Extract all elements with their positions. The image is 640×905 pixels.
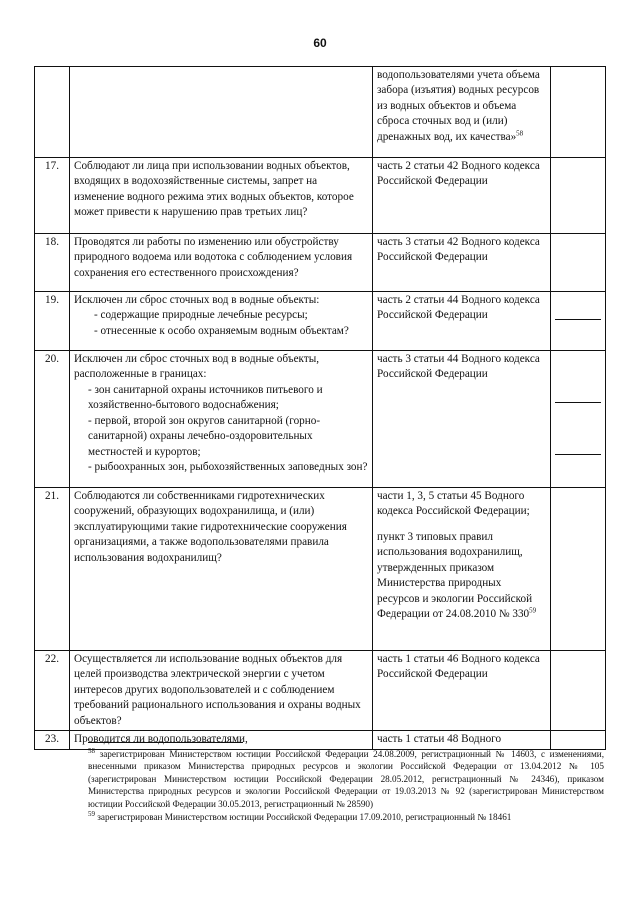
question-subitem: - содержащие природные лечебные ресурсы; xyxy=(94,309,308,322)
footnote-text: зарегистрирован Министерством юстиции Российской Федерации 17.09.2010, регистрационный № 18461 xyxy=(97,812,512,823)
table-row xyxy=(35,234,606,292)
footnote xyxy=(88,811,604,823)
footnote-ref: 58 xyxy=(516,129,524,138)
table-row xyxy=(35,351,606,488)
table-row xyxy=(35,731,606,749)
check-box[interactable] xyxy=(555,403,601,455)
row-number: 17. xyxy=(35,158,70,234)
page-number: 60 xyxy=(313,36,327,50)
table-row xyxy=(35,67,606,158)
row-number: 21. xyxy=(35,488,70,651)
row-check-cell[interactable] xyxy=(551,731,606,749)
row-check-cell[interactable] xyxy=(551,351,606,488)
check-box[interactable] xyxy=(555,352,601,403)
row-number: 18. xyxy=(35,234,70,292)
row-check-cell[interactable] xyxy=(551,488,606,651)
row-reference: часть 2 статьи 42 Водного кодекса Российской Федерации xyxy=(373,158,551,234)
table-row xyxy=(35,488,606,651)
footnotes xyxy=(88,748,604,825)
row-question xyxy=(70,67,373,158)
footnote-text: зарегистрирован Министерством юстиции Российской Федерации 24.08.2009, регистрационный № 14603, с изменениями, внесенными приказом Министерства природных ресурсов и экологии Российской Федерации от 13.04.2012 № 105 (зарегистрирован Министерством юстиции Российской Федерации 28.05.2012, регистрационный № 24346), приказом Министерства природных ресурсов и экологии Российской Федерации от 19.03.2013 № 92 (зарегистрирован Министерством юстиции Российской Федерации 30.05.2013, регистрационный № 28590) xyxy=(88,749,605,809)
row-reference xyxy=(373,67,551,158)
row-number: 22. xyxy=(35,651,70,731)
question-text: Исключен ли сброс сточных вод в водные объекты, расположенные в границах: xyxy=(74,353,320,381)
check-box[interactable] xyxy=(555,455,601,486)
row-number xyxy=(35,67,70,158)
row-question: Соблюдают ли лица при использовании водных объектов, входящих в водохозяйственные системы, запрет на изменение водного режима этих водных объектов, которое может привести к нарушению прав третьих лиц? xyxy=(70,158,373,234)
table-row xyxy=(35,158,606,234)
footnote-ref: 59 xyxy=(529,606,537,615)
question-subitem: - зон санитарной охраны источников питьевого и хозяйственно-бытового водоснабжения; xyxy=(88,383,323,412)
row-reference: часть 2 статьи 44 Водного кодекса Российской Федерации xyxy=(373,292,551,351)
row-reference: часть 1 статьи 46 Водного кодекса Российской Федерации xyxy=(373,651,551,731)
row-reference: часть 3 статьи 42 Водного кодекса Российской Федерации xyxy=(373,234,551,292)
reference-text: пункт 3 типовых правил использования водохранилищ, утвержденных приказом Министерства природных ресурсов и экологии Российской Федерации от 24.08.2010 № $330^{59}$ xyxy=(377,530,537,621)
footnote-divider xyxy=(88,742,243,743)
row-question: Проводятся ли работы по изменению или обустройству природного водоема или водотока с соблюдением условия сохранения его естественного происхождения? xyxy=(70,234,373,292)
table-row xyxy=(35,651,606,731)
reference-text: водопользователями учета объема забора (изъятия) водных ресурсов из водных объектов и объема сброса сточных вод и (или) дренажных вод, их качества» xyxy=(377,69,540,143)
footnote-mark: 58 xyxy=(88,746,95,755)
row-reference: часть 1 статьи 48 Водного xyxy=(373,731,551,749)
row-number: 19. xyxy=(35,292,70,351)
check-box[interactable] xyxy=(555,293,601,320)
table-row xyxy=(35,292,606,351)
row-reference xyxy=(373,488,551,651)
footnote-mark: 59 xyxy=(88,810,95,819)
row-question: Проводится ли водопользователями, xyxy=(70,731,373,749)
question-subitem: - рыбоохранных зон, рыбохозяйственных заповедных зон? xyxy=(88,461,368,474)
row-check-cell[interactable] xyxy=(551,67,606,158)
row-check-cell[interactable] xyxy=(551,651,606,731)
row-number: 23. xyxy=(35,731,70,749)
row-question: Соблюдаются ли собственниками гидротехнических сооружений, образующих водохранилища, и (или) эксплуатирующими такие гидротехнические сооружения организациями, а также водопользователями правила использования водохранилищ? xyxy=(70,488,373,651)
row-check-cell[interactable] xyxy=(551,292,606,351)
row-check-cell[interactable] xyxy=(551,234,606,292)
row-number: 20. xyxy=(35,351,70,488)
row-check-cell[interactable] xyxy=(551,158,606,234)
checklist-table xyxy=(34,66,606,750)
row-question xyxy=(70,292,373,351)
row-question: Осуществляется ли использование водных объектов для целей производства электрической энергии с учетом интересов других водопользователей и с соблюдением требований рационального использования и охраны водных объектов? xyxy=(70,651,373,731)
question-subitem: - отнесенные к особо охраняемым водным объектам? xyxy=(94,324,349,337)
check-box[interactable] xyxy=(555,320,601,349)
row-question xyxy=(70,351,373,488)
reference-text: части 1, 3, 5 статьи 45 Водного кодекса Российской Федерации; xyxy=(377,490,530,518)
question-subitem: - первой, второй зон округов санитарной (горно-санитарной) охраны лечебно-оздоровительных местностей и курортов; xyxy=(88,414,321,458)
question-text: Исключен ли сброс сточных вод в водные объекты: xyxy=(74,294,320,306)
footnote xyxy=(88,748,604,810)
row-reference: часть 3 статьи 44 Водного кодекса Российской Федерации xyxy=(373,351,551,488)
